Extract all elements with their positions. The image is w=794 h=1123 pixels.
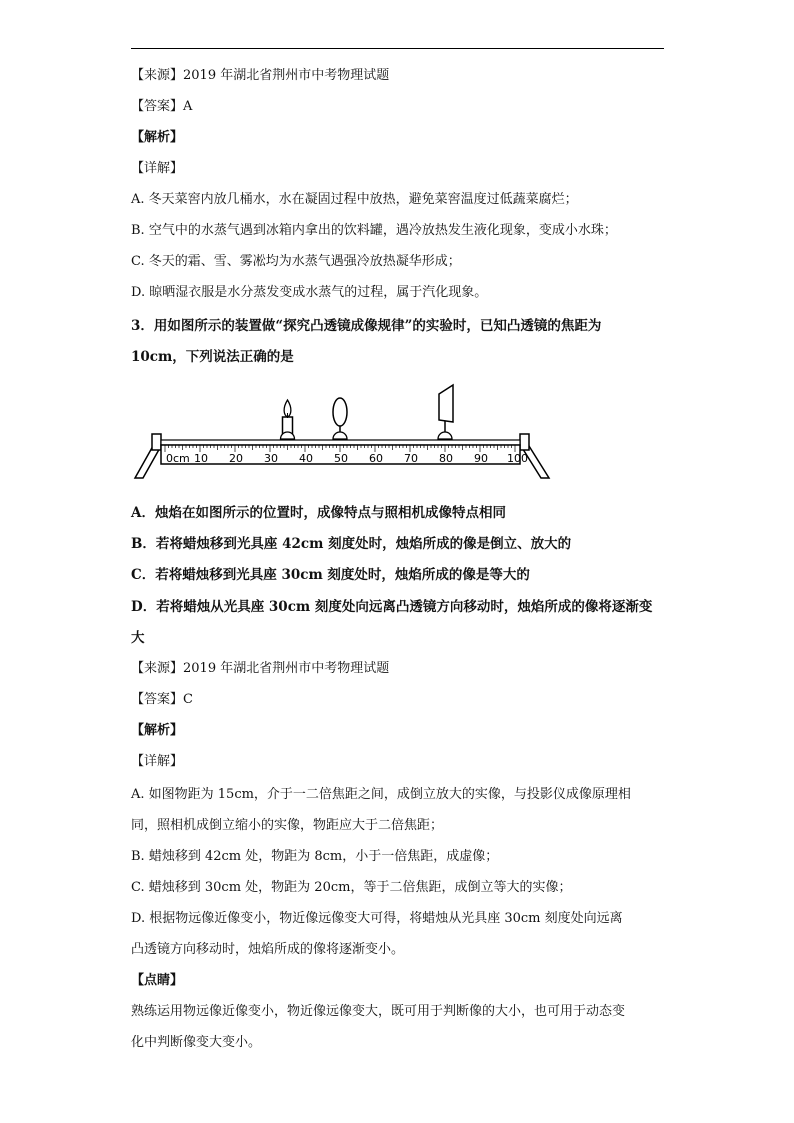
detail-heading-1: 【详解】	[131, 161, 184, 176]
tick-label-90: 90	[474, 452, 488, 465]
analysis-heading-2: 【解析】	[131, 723, 184, 738]
answer-line-2: 【答案】C	[131, 692, 193, 707]
tip-heading: 【点睛】	[131, 973, 184, 988]
option-b: B．若将蜡烛移到光具座 42cm 刻度处时，烛焰所成的像是倒立、放大的	[131, 536, 572, 552]
explain-line-4: C. 蜡烛移到 30cm 处，物距为 20cm，等于二倍焦距，成倒立等大的实像；	[131, 880, 572, 895]
tick-label-10: 10	[194, 452, 208, 465]
light-screen	[438, 385, 453, 439]
analysis-heading-1: 【解析】	[131, 130, 184, 145]
candle	[281, 400, 295, 439]
answer-line-1: 【答案】A	[131, 99, 193, 114]
source-line-1: 【来源】2019 年湖北省荆州市中考物理试题	[131, 68, 390, 83]
tick-label-50: 50	[334, 452, 348, 465]
header-rule	[131, 48, 664, 49]
tick-label-30: 30	[264, 452, 278, 465]
tick-label-0: 0cm	[166, 452, 190, 465]
option-a: A．烛焰在如图所示的位置时，成像特点与照相机成像特点相同	[131, 505, 506, 521]
left-leg	[135, 446, 161, 478]
source-line-2: 【来源】2019 年湖北省荆州市中考物理试题	[131, 661, 390, 676]
tick-label-60: 60	[369, 452, 383, 465]
detail-line-c: C. 冬天的霜、雪、雾凇均为水蒸气遇强冷放热凝华形成；	[131, 254, 461, 269]
option-d-cont: 大	[131, 630, 145, 646]
explain-line-5: D. 根据物远像近像变小，物近像远像变大可得，将蜡烛从光具座 30cm 刻度处向远离	[131, 911, 623, 926]
explain-line-6: 凸透镜方向移动时，烛焰所成的像将逐渐变小。	[131, 942, 405, 957]
tick-label-70: 70	[404, 452, 418, 465]
detail-line-b: B. 空气中的水蒸气遇到冰箱内拿出的饮料罐，遇冷放热发生液化现象，变成小水珠；	[131, 223, 617, 238]
question-3-stem-cont: 10cm，下列说法正确的是	[131, 349, 294, 365]
explain-line-3: B. 蜡烛移到 42cm 处，物距为 8cm，小于一倍焦距，成虚像；	[131, 849, 499, 864]
right-end-post	[520, 434, 529, 450]
option-d: D．若将蜡烛从光具座 30cm 刻度处向远离凸透镜方向移动时，烛焰所成的像将逐渐变	[131, 599, 653, 615]
option-c: C．若将蜡烛移到光具座 30cm 刻度处时，烛焰所成的像是等大的	[131, 567, 530, 583]
explain-line-1: A. 如图物距为 15cm，介于一二倍焦距之间，成倒立放大的实像，与投影仪成像原理相	[131, 787, 631, 802]
detail-line-a: A. 冬天菜窖内放几桶水，水在凝固过程中放热，避免菜窖温度过低蔬菜腐烂；	[131, 192, 578, 207]
tick-label-20: 20	[229, 452, 243, 465]
explain-line-2: 同，照相机成倒立缩小的实像，物距应大于二倍焦距；	[131, 818, 444, 833]
question-3-stem: 3．用如图所示的装置做“探究凸透镜成像规律”的实验时，已知凸透镜的焦距为	[131, 318, 602, 334]
detail-line-d: D. 晾晒湿衣服是水分蒸发变成水蒸气的过程，属于汽化现象。	[131, 285, 488, 300]
optical-bench-figure	[131, 380, 551, 485]
tick-label-100: 100	[507, 452, 528, 465]
detail-heading-2: 【详解】	[131, 754, 184, 769]
tip-line-1: 熟练运用物远像近像变小，物近像远像变大，既可用于判断像的大小，也可用于动态变	[131, 1004, 626, 1019]
left-end-post	[152, 434, 161, 450]
tip-line-2: 化中判断像变大变小。	[131, 1035, 262, 1050]
tick-label-80: 80	[439, 452, 453, 465]
tick-label-40: 40	[299, 452, 313, 465]
convex-lens	[333, 398, 347, 439]
